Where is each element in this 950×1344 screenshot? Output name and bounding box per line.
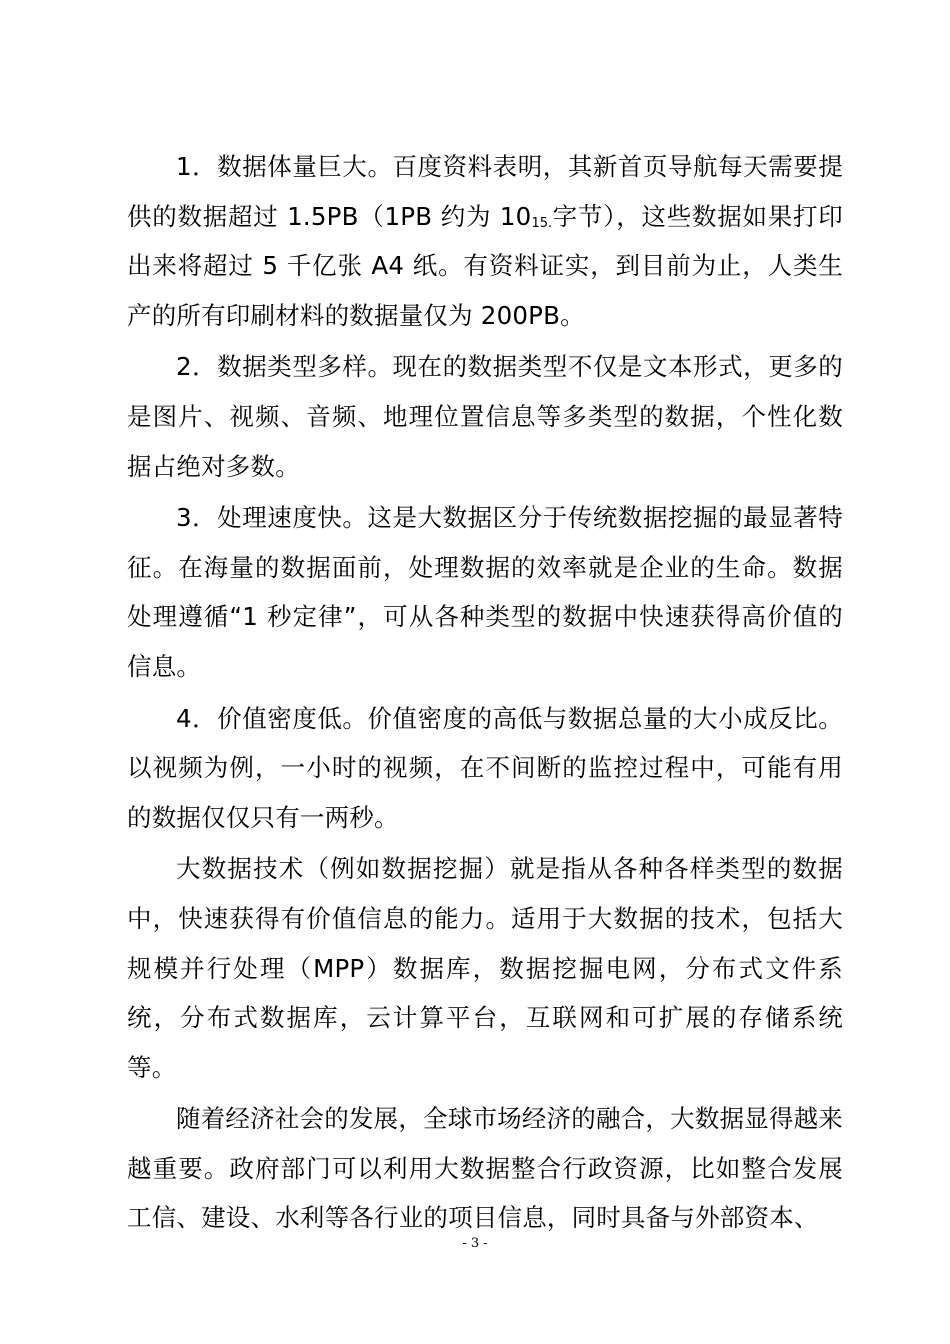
paragraph-economic-development: 随着经济社会的发展，全球市场经济的融合，大数据显得越来越重要。政府部门可以利用大数据整合行政资源，比如整合发展工信、建设、水利等各行业的项目信息，同时具备与外部资本、 — [127, 1104, 843, 1233]
paragraph-data-volume — [127, 142, 843, 340]
body-text — [127, 142, 843, 1245]
paragraph-value-density: 4．价值密度低。价值密度的高低与数据总量的大小成反比。以视频为例，一小时的视频，在不间断的监控过程中，可能有用的数据仅仅只有一两秒。 — [127, 703, 843, 832]
paragraph-data-types: 2．数据类型多样。现在的数据类型不仅是文本形式，更多的是图片、视频、音频、地理位置信息等多类型的数据，个性化数据占绝对多数。 — [127, 352, 843, 481]
page-number: - 3 - — [462, 1236, 488, 1251]
paragraph-processing-speed: 3．处理速度快。这是大数据区分于传统数据挖掘的最显著特征。在海量的数据面前，处理数据的效率就是企业的生命。数据处理遵循“1 秒定律”，可从各种类型的数据中快速获得高价值的信息。 — [127, 503, 843, 681]
paragraph-big-data-technology: 大数据技术（例如数据挖掘）就是指从各种各样类型的数据中，快速获得有价值信息的能力。适用于大数据的技术，包括大规模并行处理（MPP）数据库，数据挖掘电网，分布式文件系统，分布式数据库，云计算平台，互联网和可扩展的存储系统等。 — [127, 854, 843, 1082]
paragraph-1-text-before: 1．数据体量巨大。百度资料表明，其新首页导航每天需要提供的数据超过 1.5PB（1PB 约为 10 — [127, 152, 843, 231]
paragraph-1-exponent: 15. — [531, 215, 553, 231]
paragraph-1-text-after: 字节），这些数据如果打印出来将超过 5 千亿张 A4 纸。有资料证实，到目前为止，人类生产的所有印刷材料的数据量仅为 200PB。 — [127, 201, 843, 330]
